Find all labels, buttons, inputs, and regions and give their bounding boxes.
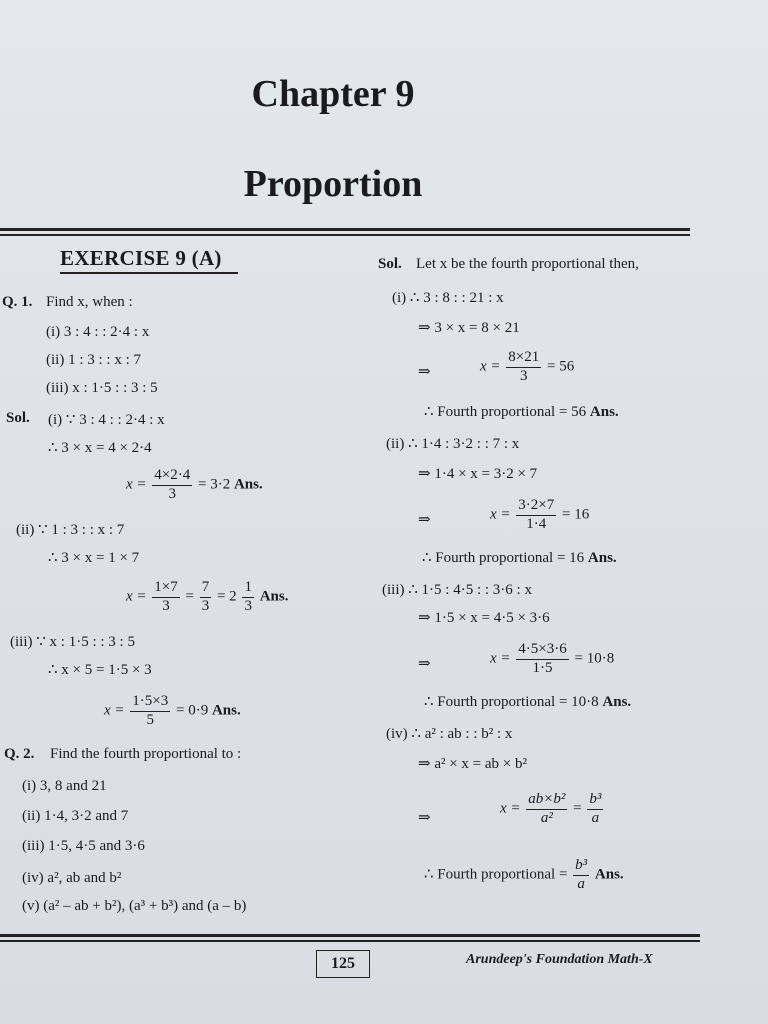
right-iii-equation: x = $\frac{4\cdot 5\times 3\cdot 6}{1\cdot 5}$ = 10·8 bbox=[490, 641, 615, 676]
right-i-arrow: ⇒ bbox=[418, 364, 431, 380]
q2-part-iii: (iii) 1·5, 4·5 and 3·6 bbox=[22, 838, 145, 854]
sol-ii-equation: x = $\frac{1\times 7}{3}$ = $\frac{7}{3}$ = 2 $\frac{1}{3}$ Ans. bbox=[126, 579, 289, 614]
q1-label: Q. 1. bbox=[2, 294, 33, 310]
topic-title: Proportion bbox=[243, 163, 423, 205]
right-iv-result: ∴ Fourth proportional = $\frac{\text{b³}}{a}$ Ans. bbox=[424, 857, 624, 892]
page-number: 125 bbox=[316, 950, 370, 978]
q1-part-i: (i) 3 : 4 : : 2·4 : x bbox=[46, 324, 150, 340]
exercise-underline bbox=[60, 272, 238, 274]
right-ii-arrow: ⇒ bbox=[418, 512, 431, 528]
sol-i-equation: x = $\frac{4\times 2\cdot 4}{3}$ = 3·2 Ans. bbox=[126, 467, 263, 502]
right-i-product: ⇒ 3 × x = 8 × 21 bbox=[418, 320, 520, 336]
right-ii-product: ⇒ 1·4 × x = 3·2 × 7 bbox=[418, 466, 538, 482]
sol-iii-step: ∴ x × 5 = 1·5 × 3 bbox=[48, 662, 152, 678]
right-i-proportion: (i) ∴ 3 : 8 : : 21 : x bbox=[392, 290, 504, 306]
right-ii-equation: x = $\frac{3\cdot 2\times 7}{1\cdot 4}$ = 16 bbox=[490, 497, 590, 532]
q2-part-v: (v) (a² – ab + b²), (a³ + b³) and (a – b) bbox=[22, 898, 247, 914]
sol-iii-given: (iii) ∵ x : 1·5 : : 3 : 5 bbox=[10, 634, 135, 650]
right-iii-proportion: (iii) ∴ 1·5 : 4·5 : : 3·6 : x bbox=[382, 582, 532, 598]
q2-text: Find the fourth proportional to : bbox=[50, 746, 242, 762]
book-title: Arundeep's Foundation Math-X bbox=[466, 952, 653, 967]
right-sol-intro: Let x be the fourth proportional then, bbox=[416, 256, 639, 272]
sol-ii-step: ∴ 3 × x = 1 × 7 bbox=[48, 550, 140, 566]
footer-rule-top bbox=[0, 934, 700, 937]
right-iii-arrow: ⇒ bbox=[418, 656, 431, 672]
right-i-equation: x = $\frac{8\times 21}{3}$ = 56 bbox=[480, 349, 575, 384]
sol-iii-equation: x = $\frac{1\cdot 5\times 3}{5}$ = 0·9 Ans. bbox=[104, 693, 241, 728]
q1-text: Find x, when : bbox=[46, 294, 133, 310]
sol-label: Sol. bbox=[6, 410, 30, 426]
right-iv-arrow: ⇒ bbox=[418, 810, 431, 826]
sol-ii-given: (ii) ∵ 1 : 3 : : x : 7 bbox=[16, 522, 125, 538]
right-sol-label: Sol. bbox=[378, 256, 402, 272]
q2-label: Q. 2. bbox=[4, 746, 35, 762]
header-rule-top bbox=[0, 228, 690, 231]
right-i-result: ∴ Fourth proportional = 56 Ans. bbox=[424, 404, 619, 420]
right-iv-proportion: (iv) ∴ a² : ab : : b² : x bbox=[386, 726, 513, 742]
right-ii-proportion: (ii) ∴ 1·4 : 3·2 : : 7 : x bbox=[386, 436, 520, 452]
chapter-title: Chapter 9 bbox=[251, 73, 415, 115]
sol-i-given: (i) ∵ 3 : 4 : : 2·4 : x bbox=[48, 412, 165, 428]
header-rule-bottom bbox=[0, 234, 690, 236]
q1-part-ii: (ii) 1 : 3 : : x : 7 bbox=[46, 352, 141, 368]
right-iv-product: ⇒ a² × x = ab × b² bbox=[418, 756, 528, 772]
exercise-heading: EXERCISE 9 (A) bbox=[60, 246, 222, 270]
q1-part-iii: (iii) x : 1·5 : : 3 : 5 bbox=[46, 380, 158, 396]
right-iv-equation: x = $\frac{\text{ab×b²}}{\text{a²}}$ = $\frac{\text{b³}}{a}$ bbox=[500, 791, 602, 826]
right-iii-result: ∴ Fourth proportional = 10·8 Ans. bbox=[424, 694, 632, 710]
q2-part-iv: (iv) a², ab and b² bbox=[22, 870, 122, 886]
q2-part-i: (i) 3, 8 and 21 bbox=[22, 778, 107, 794]
right-iii-product: ⇒ 1·5 × x = 4·5 × 3·6 bbox=[418, 610, 550, 626]
q2-part-ii: (ii) 1·4, 3·2 and 7 bbox=[22, 808, 129, 824]
footer-rule-bottom bbox=[0, 940, 700, 942]
right-ii-result: ∴ Fourth proportional = 16 Ans. bbox=[422, 550, 617, 566]
sol-i-step: ∴ 3 × x = 4 × 2·4 bbox=[48, 440, 152, 456]
